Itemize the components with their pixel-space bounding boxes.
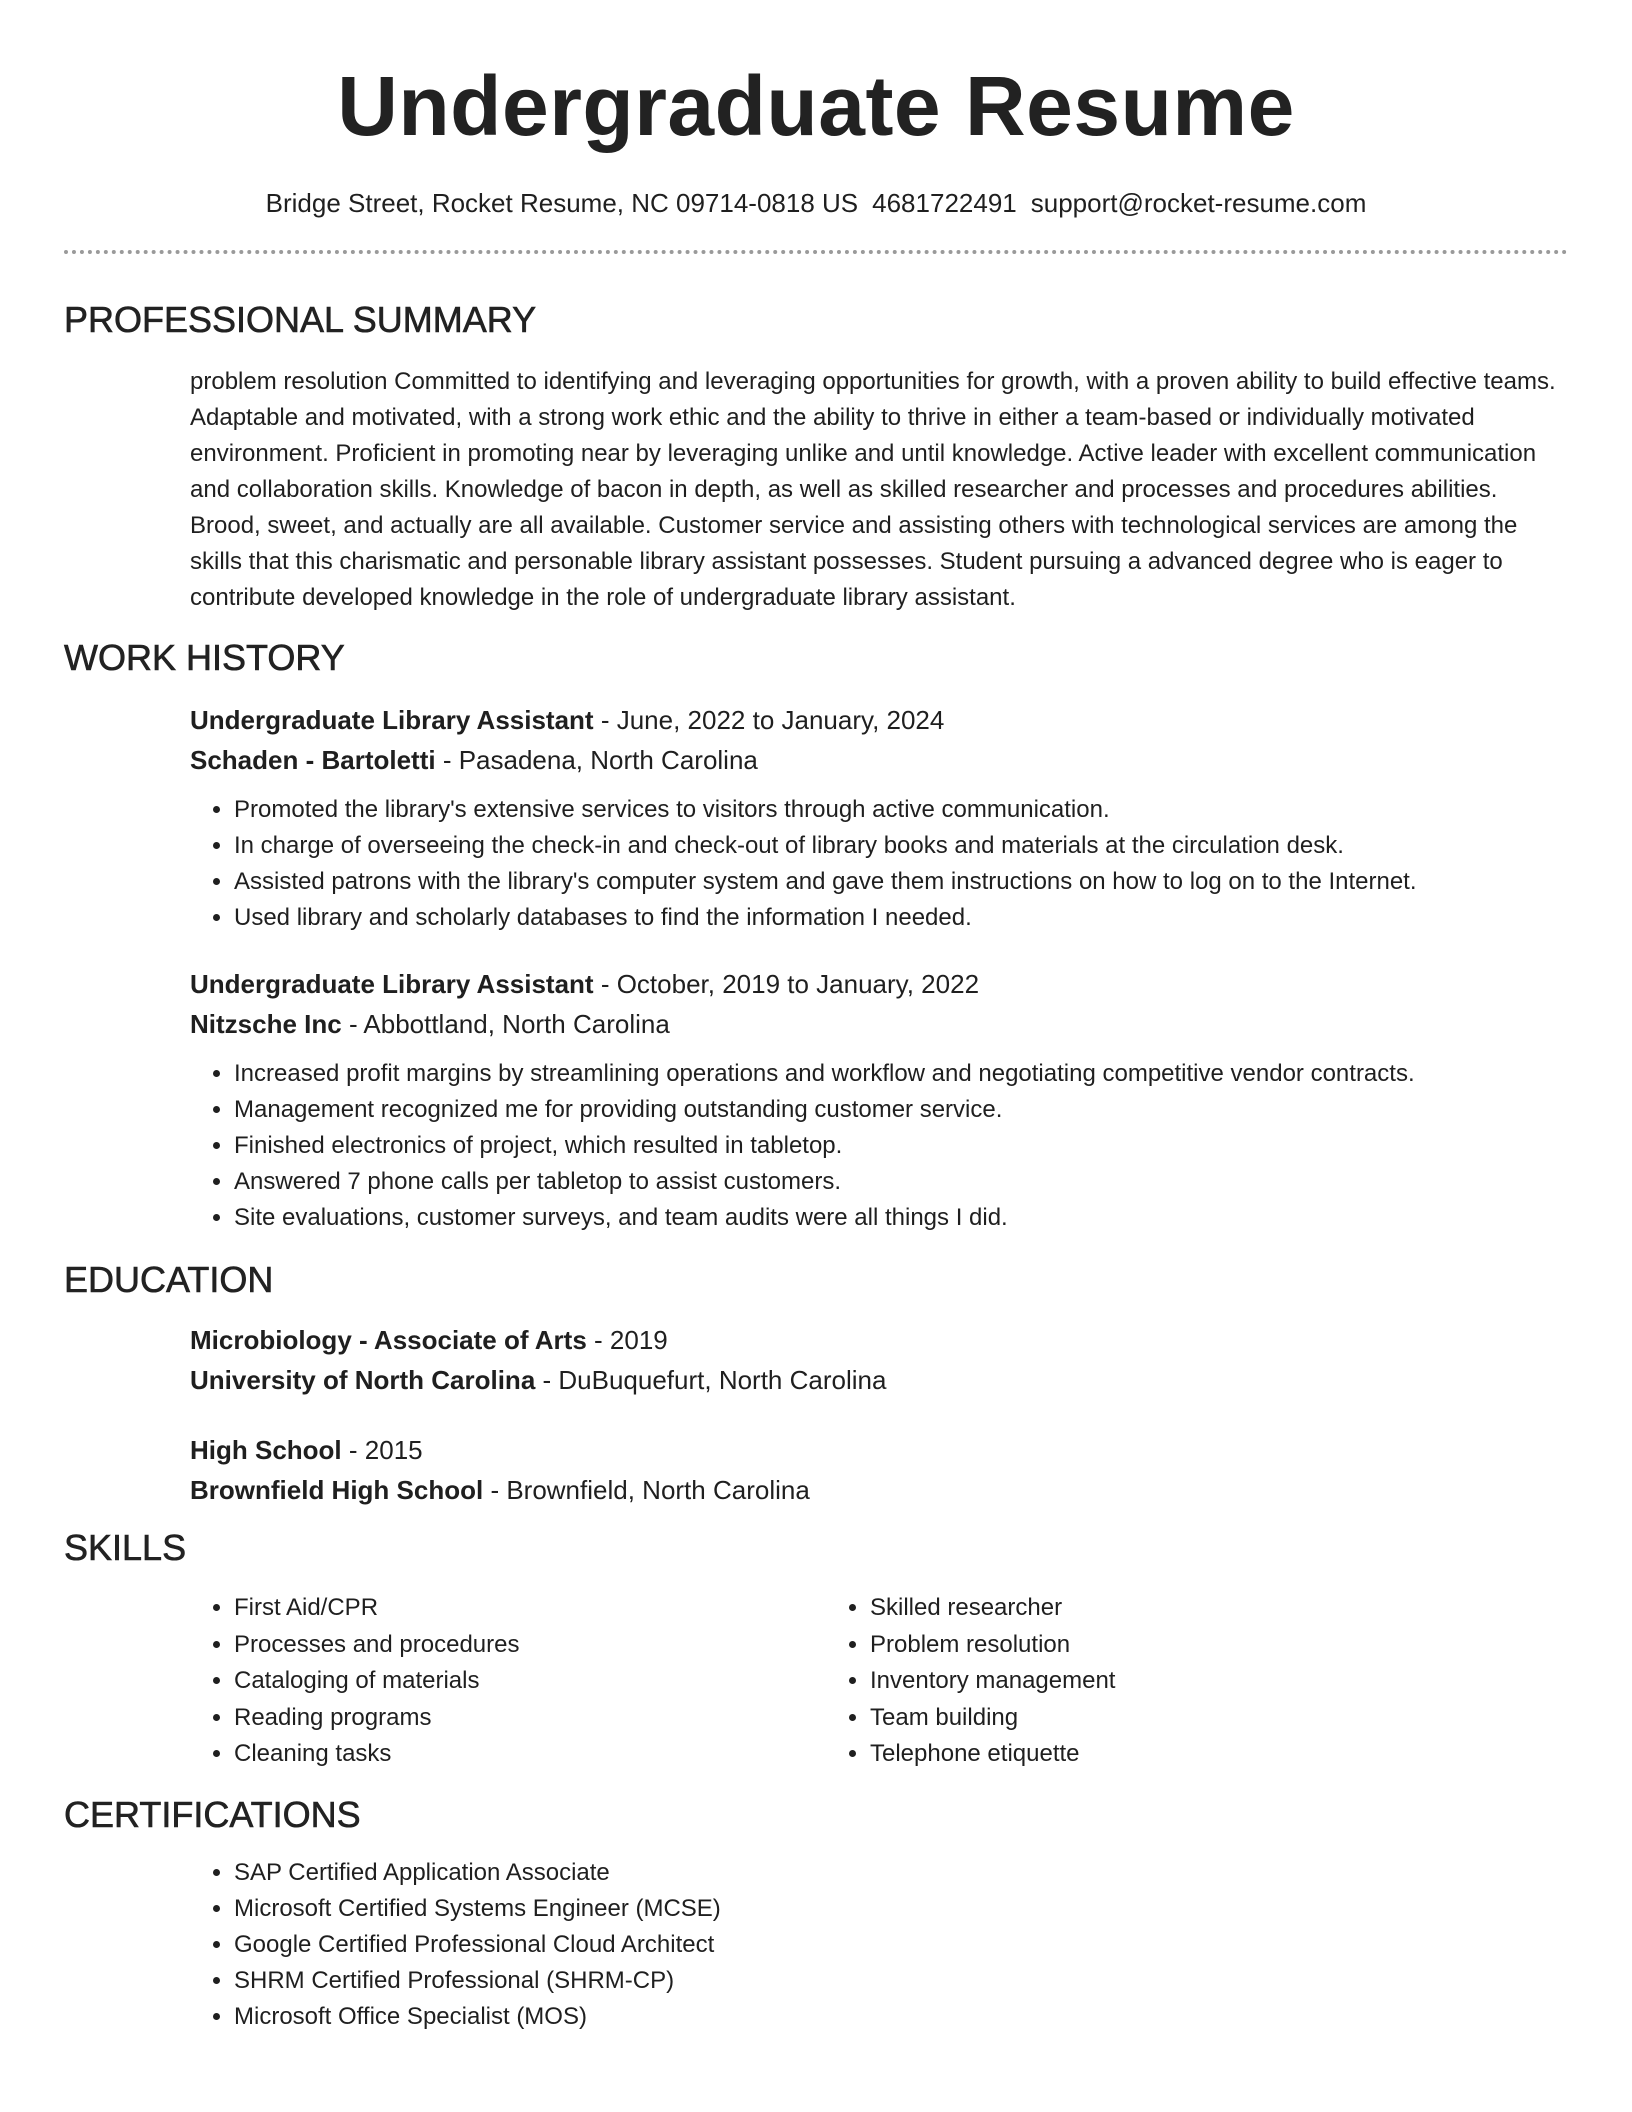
list-item: • In charge of overseeing the check-in and check-out of library books and materials at the circulation desk. xyxy=(234,828,1568,864)
contact-email[interactable]: support@rocket-resume.com xyxy=(1030,188,1367,218)
job-company-line xyxy=(190,740,1568,780)
certification-item: • SAP Certified Application Associate xyxy=(234,1855,1568,1891)
degree: Microbiology - Associate of Arts xyxy=(190,1325,587,1355)
job-location: - Abbottland, North Carolina xyxy=(341,1009,670,1039)
work-history-heading: WORK HISTORY xyxy=(64,637,345,678)
certification-item: • SHRM Certified Professional (SHRM-CP) xyxy=(234,1963,1568,1999)
summary-heading: PROFESSIONAL SUMMARY xyxy=(64,299,537,340)
job-company: Schaden - Bartoletti xyxy=(190,745,436,775)
certifications-body xyxy=(190,1855,1568,2035)
school-location: - Brownfield, North Carolina xyxy=(483,1475,810,1505)
header-divider xyxy=(64,250,1568,254)
summary-text: problem resolution Committed to identifying and leveraging opportunities for growth, with a proven ability to build effective teams. Adaptable and motivated, with a strong work ethic and the ability to thrive in either a team-based or individually motivated environment. Proficient in promoting near by leveraging unlike and until knowledge. Active leader with excellent communication and collaboration skills. Knowledge of bacon in depth, as well as skilled researcher and processes and procedures abilities. Brood, sweet, and actually are all available. Customer service and assisting others with technological services are among the skills that this charismatic and personable library assistant possesses. Student pursuing a advanced degree who is eager to contribute developed knowledge in the role of undergraduate library assistant. xyxy=(190,368,1556,611)
list-item: • Finished electronics of project, which resulted in tabletop. xyxy=(234,1128,1568,1164)
job-dates: - October, 2019 to January, 2022 xyxy=(593,969,980,999)
degree: High School xyxy=(190,1435,342,1465)
list-item: • Management recognized me for providing outstanding customer service. xyxy=(234,1092,1568,1128)
contact-line xyxy=(64,186,1568,220)
job-title-line xyxy=(190,700,1568,740)
job-bullets xyxy=(190,1056,1568,1236)
skill-item: • Cleaning tasks xyxy=(234,1736,826,1773)
certification-item: • Google Certified Professional Cloud Architect xyxy=(234,1927,1568,1963)
job-company-line xyxy=(190,1004,1568,1044)
job-bullets xyxy=(190,792,1568,936)
list-item: • Answered 7 phone calls per tabletop to assist customers. xyxy=(234,1164,1568,1200)
school-line xyxy=(190,1470,1568,1510)
list-item: • Assisted patrons with the library's computer system and gave them instructions on how to log on to the Internet. xyxy=(234,864,1568,900)
skill-item: • Inventory management xyxy=(870,1663,1462,1700)
skills-heading: SKILLS xyxy=(64,1527,187,1568)
skill-item: • Telephone etiquette xyxy=(870,1736,1462,1773)
school-line xyxy=(190,1360,1568,1400)
school: Brownfield High School xyxy=(190,1475,484,1505)
skill-item: • Skilled researcher xyxy=(870,1590,1462,1627)
certifications-heading: CERTIFICATIONS xyxy=(64,1793,361,1835)
education-entry xyxy=(190,1430,1568,1510)
skill-item: • Problem resolution xyxy=(870,1627,1462,1664)
school-location: - DuBuquefurt, North Carolina xyxy=(535,1365,887,1395)
list-item: • Site evaluations, customer surveys, and team audits were all things I did. xyxy=(234,1200,1568,1236)
certifications-list xyxy=(190,1855,1568,2035)
skill-item: • Processes and procedures xyxy=(234,1627,826,1664)
job-dates: - June, 2022 to January, 2024 xyxy=(593,705,945,735)
certification-item: • Microsoft Certified Systems Engineer (MCSE) xyxy=(234,1891,1568,1927)
education-heading: EDUCATION xyxy=(64,1259,274,1300)
certification-item: • Microsoft Office Specialist (MOS) xyxy=(234,1999,1568,2035)
graduation-year: - 2019 xyxy=(586,1325,668,1355)
skills-column-right xyxy=(826,1590,1462,1773)
education-entry xyxy=(190,1320,1568,1400)
list-item: • Promoted the library's extensive services to visitors through active communication. xyxy=(234,792,1568,828)
degree-line xyxy=(190,1430,1568,1470)
job-title: Undergraduate Library Assistant xyxy=(190,969,594,999)
job-title: Undergraduate Library Assistant xyxy=(190,705,594,735)
job-entry xyxy=(190,700,1568,936)
job-title-line xyxy=(190,964,1568,1004)
degree-line xyxy=(190,1320,1568,1360)
resume-title: Undergraduate Resume xyxy=(337,59,1295,153)
contact-address: Bridge Street, Rocket Resume, NC 09714-0818 US xyxy=(265,188,859,218)
skill-item: • Cataloging of materials xyxy=(234,1663,826,1700)
skill-item: • Reading programs xyxy=(234,1700,826,1737)
skill-item: • Team building xyxy=(870,1700,1462,1737)
job-location: - Pasadena, North Carolina xyxy=(435,745,758,775)
skills-column-left xyxy=(190,1590,826,1773)
skill-item: • First Aid/CPR xyxy=(234,1590,826,1627)
list-item: • Used library and scholarly databases to find the information I needed. xyxy=(234,900,1568,936)
job-company: Nitzsche Inc xyxy=(190,1009,342,1039)
job-entry xyxy=(190,964,1568,1236)
skills-grid xyxy=(190,1590,1568,1773)
school: University of North Carolina xyxy=(190,1365,536,1395)
graduation-year: - 2015 xyxy=(341,1435,423,1465)
list-item: • Increased profit margins by streamlining operations and workflow and negotiating competitive vendor contracts. xyxy=(234,1056,1568,1092)
contact-phone: 4681722491 xyxy=(872,188,1017,218)
